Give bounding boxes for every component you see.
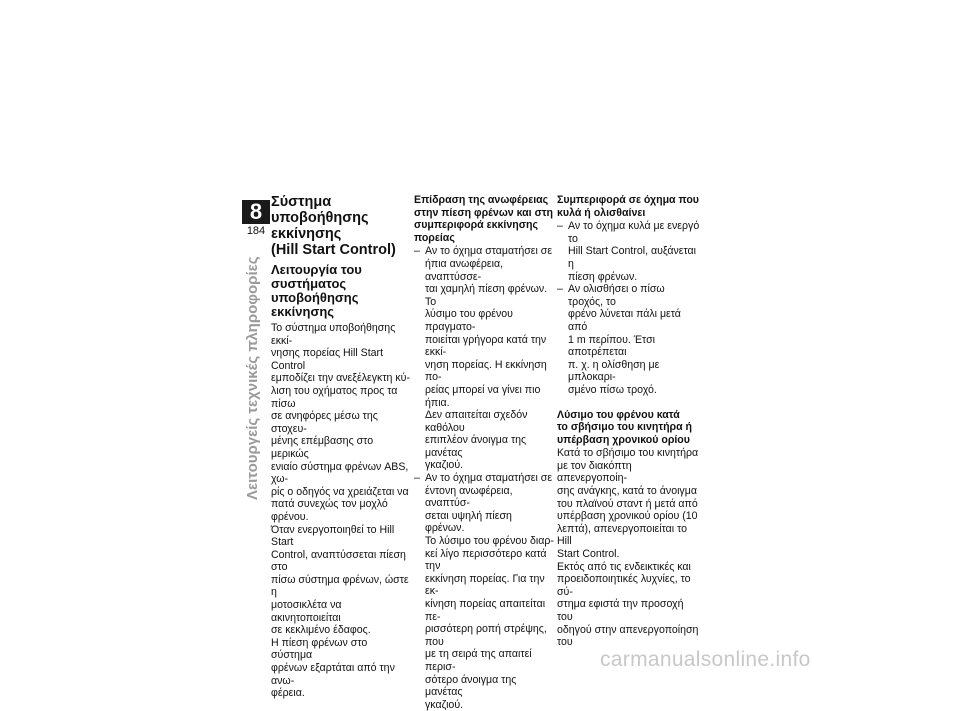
section-heading-release: Λύσιμο του φρένου κατά το σβήσιμο του κινητήρα ή υπέρβαση χρονικού ορίου (557, 408, 693, 446)
section-heading-slope: Επίδραση της ανωφέρειας στην πίεση φρένων και στη συμπεριφορά εκκίνησης πορείας (414, 194, 554, 244)
chapter-number: 8 (242, 200, 270, 224)
page-title: Σύστημα υποβοήθησης εκκίνησης (Hill Start Control) (271, 194, 396, 258)
section-side-title: Λειτουργείς τεχνικές πληροφορίες (244, 256, 261, 500)
list-item: – Αν ολισθήσει ο πίσω τροχός, το φρένο λύνεται πάλι μετά από 1 m περίπου. Έτσι αποτρέπεται π. χ. η ολίσθηση με μπλοκαρι- σμένο πίσω τροχό. (557, 283, 701, 396)
list-item: – Αν το όχημα σταματήσει σε ήπια ανωφέρεια, αναπτύσσε- ται χαμηλή πίεση φρένων. Το λύσιμο του φρένου πραγματο- ποιείται γρήγορα κατά την εκκί- νηση πορείας. Η εκκίνηση πο- ρείας μπορεί να γίνει πιο ήπια. Δεν απαιτείται σχεδόν καθόλου επιπλέον άνοιγμα της μανέτας γκαζιού. (414, 245, 554, 472)
list-item: – Αν το όχημα σταματήσει σε έντονη ανωφέρεια, αναπτύσ- σεται υψηλή πίεση φρένων. Το λύσιμο του φρένου διαρ- κεί λίγο περισσότερο κατά την εκκίνηση πορείας. Για την εκ- κίνηση πορείας απαιτείται πε- ρισσότερη ροπή στρέψης, που με τη σειρά της απαιτεί περισ- σότερο άνοιγμα της μανέτας γκαζιού. (414, 472, 554, 711)
list-item: – Αν το όχημα κυλά με ενεργό το Hill Start Control, αυξάνεται η πίεση φρένων. (557, 220, 701, 283)
warning-paragraph: Εκτός από τις ενδεικτικές και προειδοποιητικές λυχνίες, το σύ- στημα εφιστά την προσοχή του οδηγού στην απενεργοποίηση του (557, 560, 699, 649)
chapter-tab (242, 200, 270, 237)
section-heading-rolling: Συμπεριφορά σε όχημα που κυλά ή ολισθαίνει (557, 194, 699, 219)
section-heading-function: Λειτουργία του συστήματος υποβοήθησης εκκίνησης (271, 262, 362, 319)
function-paragraph: Το σύστημα υποβοήθησης εκκί- νησης πορείας Hill Start Control εμποδίζει την ανεξέλεγκτη κύ- λιση του οχήματος προς τα πίσω σε ανηφόρες μέσω της στοχευ- μένης επέμβασης στο μερικώς ενιαίο σύστημα φρένων ABS, χω- ρίς ο οδηγός να χρειάζεται να πατά συνεχώς τον μοχλό φρένου. Όταν ενεργοποιηθεί το Hill Start Control, αναπτύσσεται πίεση στο πίσω σύστημα φρένων, ώστε η μοτοσικλέτα να ακινητοποιείται σε κεκλιμένο έδαφος. (271, 322, 410, 637)
rolling-list (557, 220, 701, 396)
column-2 (414, 194, 554, 711)
page-number: 184 (246, 225, 266, 237)
release-paragraph: Κατά το σβήσιμο του κινητήρα με τον διακόπτη απενεργοποίη- σης ανάγκης, κατά το άνοιγμα του πλαϊνού σταντ ή μετά από υπέρβαση χρονικού ορίου (10 λεπτά), απενεργοποιείται το Hill Start Control. (557, 447, 699, 561)
column-3 (557, 194, 701, 649)
pressure-paragraph: Η πίεση φρένων στο σύστημα φρένων εξαρτάται από την ανω- φέρεια. (271, 636, 395, 700)
watermark-text: carmanualsonline.info (600, 648, 811, 671)
slope-list (414, 245, 554, 711)
column-1 (271, 194, 411, 700)
